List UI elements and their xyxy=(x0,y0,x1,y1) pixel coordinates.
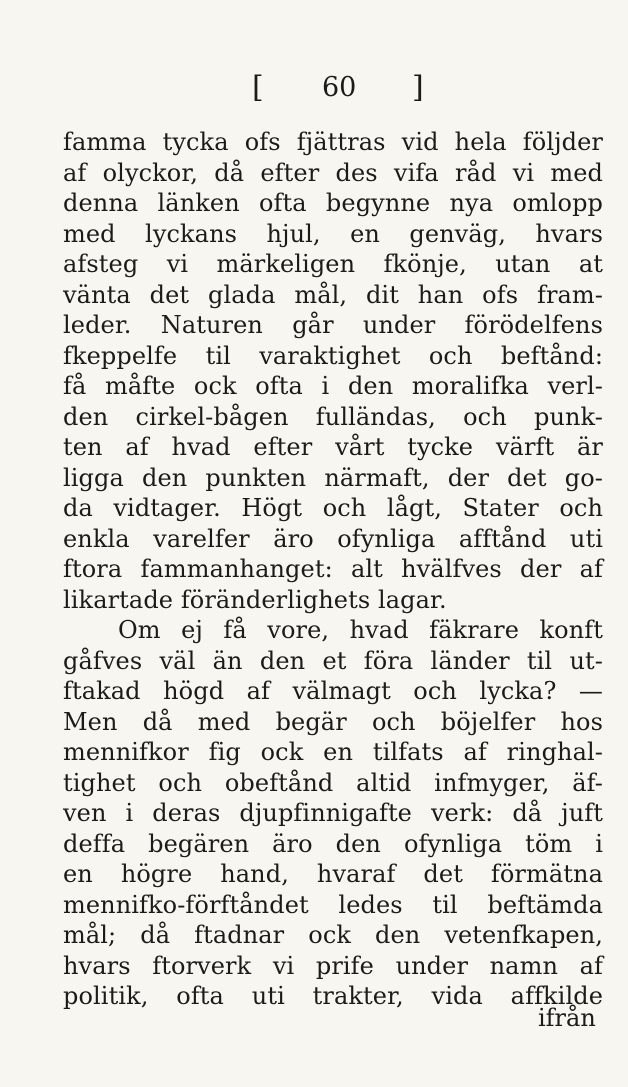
text-line-content: af olyckor, då efter des vifa råd vi med xyxy=(63,158,603,187)
text-line xyxy=(0,768,628,799)
text-line xyxy=(0,890,628,921)
text-line-content: fkeppelfe til varaktighet och beftånd: xyxy=(63,341,603,370)
text-line xyxy=(0,249,628,280)
text-line-content: med lyckans hjul, en genväg, hvars xyxy=(63,219,603,248)
text-line xyxy=(0,463,628,494)
text-line xyxy=(0,127,628,158)
text-line-content: en högre hand, hvaraf det förmätna xyxy=(63,860,603,888)
text-line-content: Men då med begär och böjelfer hos xyxy=(63,707,603,736)
catchword: ifrån xyxy=(538,1004,596,1032)
text-line xyxy=(0,493,628,524)
text-line xyxy=(0,829,628,860)
text-line-content: mennifko-förftåndet ledes til beftämda xyxy=(63,890,603,919)
text-line-content: ten af hvad efter vårt tycke värft är xyxy=(63,433,603,461)
text-line-content: da vidtager. Högt och lågt, Stater och xyxy=(63,494,603,522)
text-line-content: få måfte ock ofta i den moralifka verl- xyxy=(63,372,603,400)
text-line xyxy=(0,280,628,311)
text-line xyxy=(0,951,628,982)
text-line xyxy=(0,524,628,555)
text-line xyxy=(0,646,628,677)
text-line xyxy=(0,920,628,951)
text-line-content: deffa begären äro den ofynliga töm i xyxy=(63,829,603,858)
text-line-content: vänta det glada mål, dit han ofs fram- xyxy=(63,280,603,309)
text-line xyxy=(0,341,628,372)
bracket-right: ] xyxy=(412,70,424,105)
text-line xyxy=(0,859,628,890)
text-line xyxy=(0,615,628,646)
text-line-content: ftora fammanhanget: alt hvälfves der af xyxy=(63,555,603,583)
page-number: 60 xyxy=(322,72,357,103)
text-line xyxy=(0,707,628,738)
text-line xyxy=(0,737,628,768)
text-line-content: den cirkel-bågen fulländas, och punk- xyxy=(63,402,603,431)
text-line-content: politik, ofta uti trakter, vida affkilde xyxy=(63,982,603,1010)
text-line-content: ligga den punkten närmaft, der det go- xyxy=(63,463,603,492)
text-line xyxy=(0,432,628,463)
text-line-content: Om ej få vore, hvad fäkrare konft xyxy=(118,616,603,644)
text-line-content: ven i deras djupfinnigafte verk: då juft xyxy=(63,799,603,827)
text-line-content: mål; då ftadnar ock den vetenfkapen, xyxy=(63,921,603,949)
text-line-content: ftakad högd af välmagt och lycka? — xyxy=(63,677,603,705)
text-line xyxy=(0,188,628,219)
bracket-left: [ xyxy=(252,70,264,105)
text-line xyxy=(0,219,628,250)
text-line-content: tighet och obeftånd altid infmyger, äf- xyxy=(63,768,603,797)
text-line xyxy=(0,158,628,189)
text-line-content: mennifkor fig ock en tilfats af ringhal- xyxy=(63,738,603,766)
text-line xyxy=(0,402,628,433)
body-text xyxy=(0,127,628,1012)
text-line-content: gåfves väl än den et föra länder til ut- xyxy=(63,646,603,675)
text-line-content: enkla varelfer äro ofynliga afftånd uti xyxy=(63,524,603,553)
text-line xyxy=(0,371,628,402)
text-line xyxy=(0,798,628,829)
text-line-content: famma tycka ofs fjättras vid hela följder xyxy=(63,128,603,156)
text-line-content: leder. Naturen går under förödelfens xyxy=(63,311,603,339)
text-line xyxy=(0,310,628,341)
text-line-content: denna länken ofta begynne nya omlopp xyxy=(63,189,603,217)
text-line xyxy=(0,981,628,1012)
page-header xyxy=(0,68,628,108)
text-line xyxy=(0,676,628,707)
text-line-content: afsteg vi märkeligen fkönje, utan at xyxy=(63,250,603,278)
text-line xyxy=(0,585,628,616)
text-line xyxy=(0,554,628,585)
text-line-content: hvars ftorverk vi prife under namn af xyxy=(63,951,603,980)
text-line-content: likartade föränderlighets lagar. xyxy=(63,585,447,614)
